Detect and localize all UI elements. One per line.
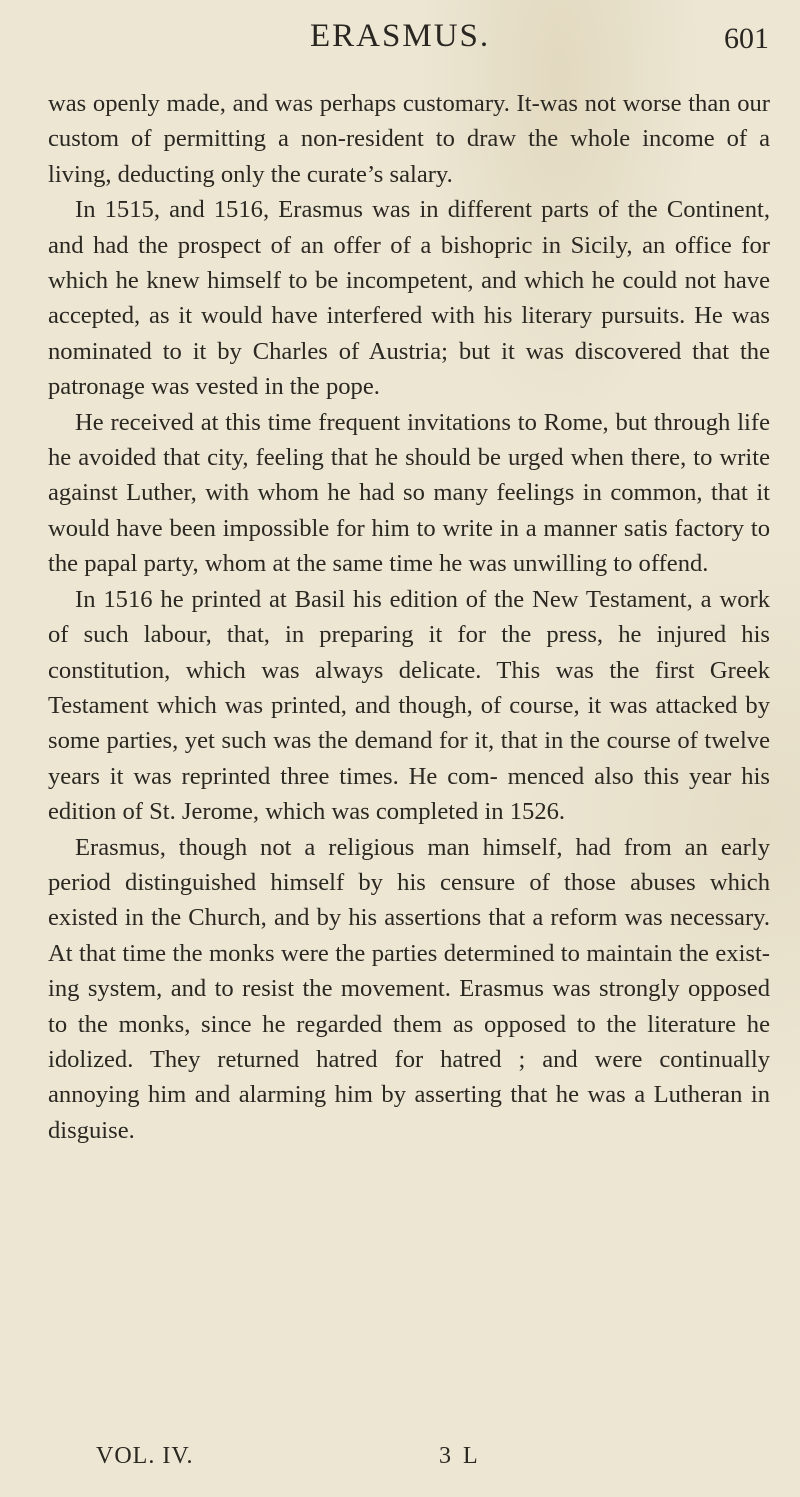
page-number: 601 <box>724 22 769 55</box>
footer-line <box>96 1443 716 1477</box>
paragraph-3: He received at this time frequent invitations to Rome, but through life he avoided that city, feeling that he should be urged when there, to write against Luther, with whom he had so many feelings in common, that it would have been impossible for him to write in a manner satis factory to the papal party, whom at the same time he was unwilling to offend. <box>48 408 770 578</box>
volume-mark: VOL. IV. <box>96 1443 194 1469</box>
paragraph-2: In 1515, and 1516, Erasmus was in different parts of the Continent, and had the prospect of an offer of a bishopric in Sicily, an office for which he knew himself to be incompetent, and which he could not have accepted, as it would have interfered with his literary pursuits. He was nominated to it by Charles of Austria; but it was discovered that the patronage was vested in the pope. <box>48 196 770 401</box>
paragraph-5: Erasmus, though not a religious man himself, had from an early period distinguished himself by his censure of those abuses which existed in the Church, and by his assertions that a reform was necessary. At that time the monks were the parties determined to maintain the exist- ing system, and to resist the movement. Erasmus was strongly opposed to the monks, since he regarded them as opposed to the literature he idolized. They returned hatred for hatred ; and were continually annoying him and alarming him by asserting that he was a Lutheran in disguise. <box>48 833 770 1144</box>
running-title: ERASMUS. <box>310 18 491 54</box>
running-head <box>0 18 800 58</box>
body-text <box>48 86 770 1148</box>
paragraph-1: was openly made, and was perhaps customary. It-was not worse than our custom of permitting a non-resident to draw the whole income of a living, deducting only the curate’s salary. <box>48 90 770 188</box>
signature-mark: 3 L <box>439 1443 481 1469</box>
paragraph-4: In 1516 he printed at Basil his edition of the New Testament, a work of such labour, that, in preparing it for the press, he injured his constitution, which was always delicate. This was the first Greek Testament which was printed, and though, of course, it was attacked by some parties, yet such was the demand for it, that in the course of twelve years it was reprinted three times. He com- menced also this year his edition of St. Jerome, which was completed in 1526. <box>48 585 770 826</box>
